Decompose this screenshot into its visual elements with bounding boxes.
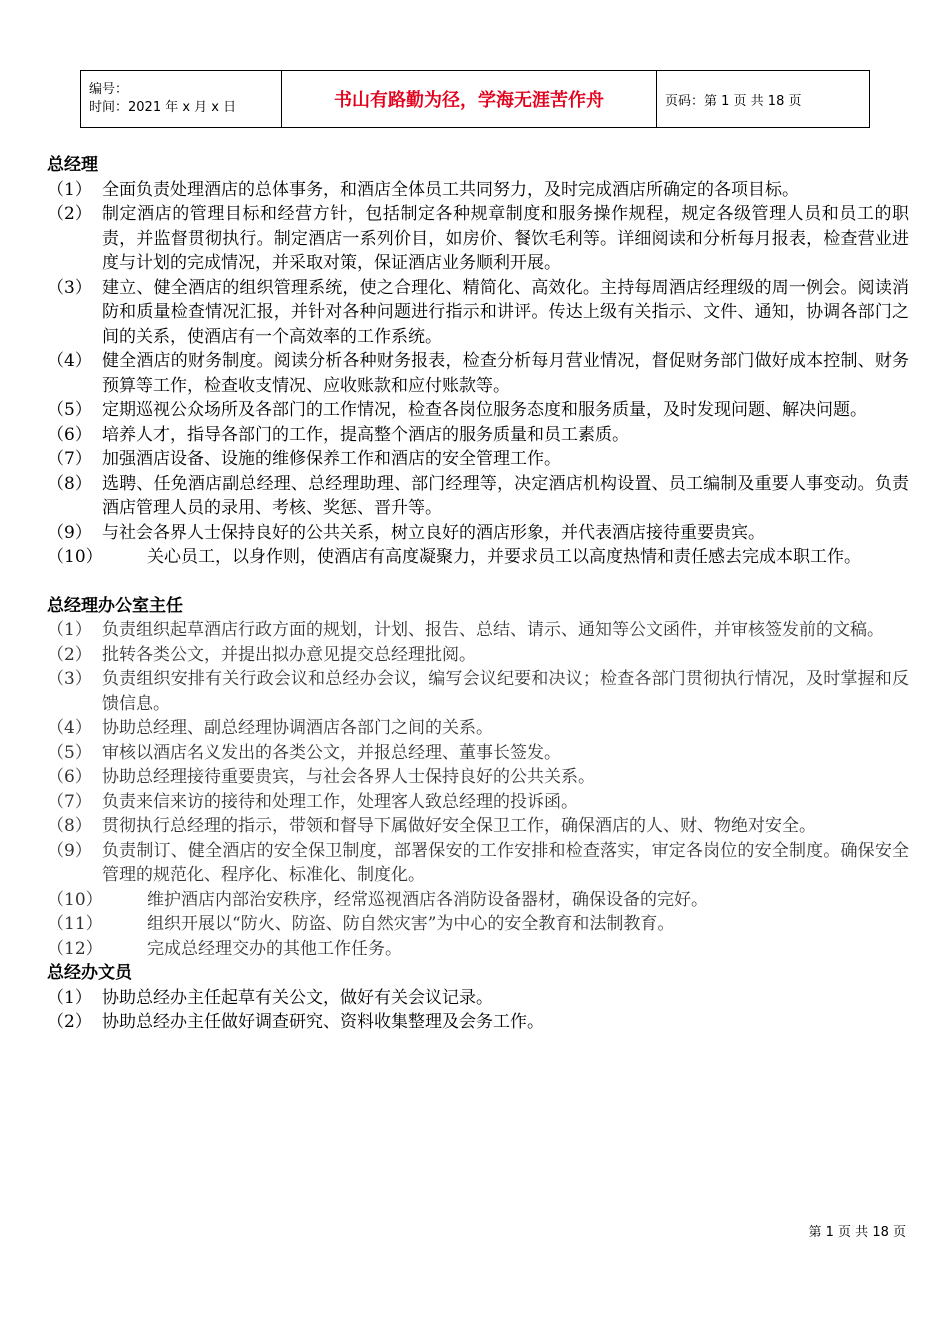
section-office-director [47,594,909,962]
list-item [47,276,909,350]
document-number: 编号： [89,82,129,97]
item-text: 负责来信来访的接待和处理工作，处理客人致总经理的投诉函。 [102,791,578,812]
item-text: 组织开展以“防火、防盗、防自然灾害”为中心的安全教育和法制教育。 [147,914,675,934]
item-number: （8） [47,816,92,836]
item-number: （11） [47,914,103,934]
list-item [47,1010,909,1035]
item-number: （6） [47,424,92,445]
list-item [47,423,909,448]
item-number: （8） [47,473,92,494]
list-item [47,986,909,1011]
item-number: （12） [47,938,103,959]
item-number: （5） [47,742,92,763]
item-text: 制定酒店的管理目标和经营方针，包括制定各种规章制度和服务操作规程，规定各级管理人员和员工的职责，并监督贯彻执行。制定酒店一系列价目，如房价、餐饮毛利等。详细阅读和分析每月报表，检查营业进度与计划的完成情况，并采取对策，保证酒店业务顺利开展。 [102,204,909,273]
section-title: 总经理 [47,155,98,175]
item-number: （6） [47,767,92,787]
list-item [47,202,909,276]
item-text: 负责制订、健全酒店的安全保卫制度，部署保安的工作安排和检查落实，审定各岗位的安全制度。确保安全管理的规范化、程序化、标准化、制度化。 [102,840,909,885]
item-text: 定期巡视公众场所及各部门的工作情况，检查各岗位服务态度和服务质量，及时发现问题、解决问题。 [102,400,867,420]
list-item [47,790,909,815]
item-text: 协助总经办主任起草有关公文，做好有关会议记录。 [102,987,493,1008]
header-motto: 书山有路勤为径，学海无涯苦作舟 [282,71,657,128]
item-number: （9） [47,522,92,543]
list-item [47,912,909,937]
item-text: 负责组织起草酒店行政方面的规划，计划、报告、总结、请示、通知等公文函件，并审核签发前的文稿。 [102,620,884,640]
list-item [47,398,909,423]
item-number: （2） [47,1012,92,1032]
item-text: 培养人才，指导各部门的工作，提高整个酒店的服务质量和员工素质。 [102,424,629,445]
item-number: （4） [47,718,92,738]
list-item [47,839,909,888]
item-text: 负责组织安排有关行政会议和总经办会议，编写会议纪要和决议；检查各部门贯彻执行情况，及时掌握和反馈信息。 [102,669,909,714]
item-number: （1） [47,620,92,640]
list-item [47,937,909,962]
list-item [47,888,909,913]
item-text: 贯彻执行总经理的指示，带领和督导下属做好安全保卫工作，确保酒店的人、财、物绝对安全。 [102,816,816,836]
header-page-number: 页码：第 1 页 共 18 页 [657,71,870,128]
list-item [47,667,909,716]
item-number: （3） [47,669,92,689]
item-text: 维护酒店内部治安秩序，经常巡视酒店各消防设备器材，确保设备的完好。 [147,889,708,910]
item-text: 完成总经理交办的其他工作任务。 [147,938,402,959]
section-title: 总经理办公室主任 [47,595,183,616]
document-body [47,153,909,1035]
item-text: 关心员工，以身作则，使酒店有高度凝聚力，并要求员工以高度热情和责任感去完成本职工作。 [147,547,861,567]
list-item [47,618,909,643]
section-general-manager [47,153,909,570]
item-number: （10） [47,889,103,910]
item-number: （7） [47,449,92,469]
list-item [47,447,909,472]
item-text: 选聘、任免酒店副总经理、总经理助理、部门经理等，决定酒店机构设置、员工编制及重要人事变动。负责酒店管理人员的录用、考核、奖惩、晋升等。 [102,473,909,518]
item-number: （4） [47,351,92,371]
page-header [80,70,870,128]
list-item [47,545,909,570]
list-item [47,178,909,203]
item-number: （10） [47,547,103,567]
item-text: 批转各类公文，并提出拟办意见提交总经理批阅。 [102,644,476,665]
section-title: 总经办文员 [47,963,132,983]
section-office-clerk [47,961,909,1035]
item-text: 全面负责处理酒店的总体事务，和酒店全体员工共同努力，及时完成酒店所确定的各项目标。 [102,179,799,200]
list-item [47,765,909,790]
list-item [47,521,909,546]
document-date: 时间：2021 年 x 月 x 日 [89,100,237,115]
item-text: 健全酒店的财务制度。阅读分析各种财务报表，检查分析每月营业情况，督促财务部门做好成本控制、财务预算等工作，检查收支情况、应收账款和应付账款等。 [102,351,909,396]
item-text: 与社会各界人士保持良好的公共关系，树立良好的酒店形象，并代表酒店接待重要贵宾。 [102,522,765,543]
item-number: （9） [47,840,92,861]
list-item [47,814,909,839]
item-number: （2） [47,644,92,665]
item-text: 加强酒店设备、设施的维修保养工作和酒店的安全管理工作。 [102,449,561,469]
item-text: 协助总经理、副总经理协调酒店各部门之间的关系。 [102,718,493,738]
header-info-cell [81,71,282,128]
item-number: （7） [47,791,92,812]
item-number: （5） [47,400,92,420]
list-item [47,643,909,668]
item-number: （2） [47,204,92,224]
item-number: （1） [47,179,92,200]
list-item [47,472,909,521]
list-item [47,349,909,398]
item-number: （1） [47,987,92,1008]
item-text: 审核以酒店名义发出的各类公文，并报总经理、董事长签发。 [102,742,561,763]
item-text: 协助总经办主任做好调查研究、资料收集整理及会务工作。 [102,1012,544,1032]
list-item [47,716,909,741]
item-number: （3） [47,277,92,298]
list-item [47,741,909,766]
page-footer: 第 1 页 共 18 页 [808,1225,906,1240]
item-text: 协助总经理接待重要贵宾，与社会各界人士保持良好的公共关系。 [102,767,595,787]
item-text: 建立、健全酒店的组织管理系统，使之合理化、精简化、高效化。主持每周酒店经理级的周一例会。阅读消防和质量检查情况汇报，并针对各种问题进行指示和讲评。传达上级有关指示、文件、通知，协调各部门之间的关系，使酒店有一个高效率的工作系统。 [102,277,909,347]
